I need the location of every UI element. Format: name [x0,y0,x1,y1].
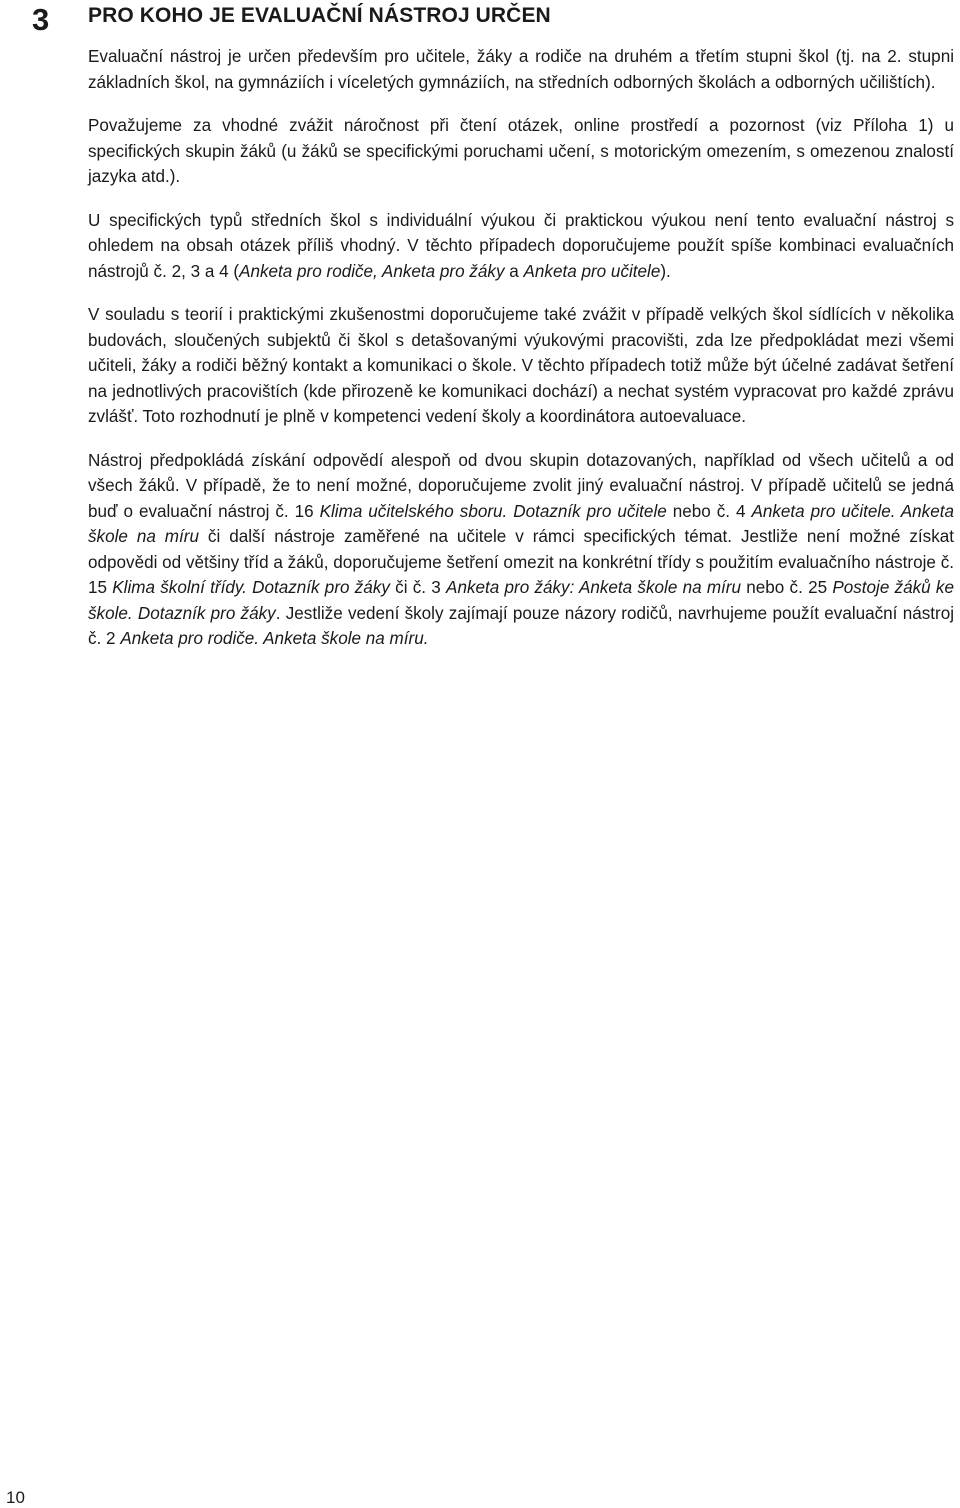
paragraph-text: . Jestliže vedení školy zajímají pouze názory rodičů, navrhujeme použít evaluační nástroj č. 2 [88,603,954,648]
paragraph-text: či č. 3 [389,578,447,597]
paragraph-text: Evaluační nástroj je určen především pro učitele, žáky a rodiče na druhém a třetím stupni škol (tj. na 2. stupni základních škol, na gymnáziích i víceletých gymnáziích, na středních odborných školách a odborných učilištích). [88,47,954,92]
italic-title-text: Anketa pro učitele [523,261,661,281]
paragraph-text: ). [660,261,671,281]
italic-title-text: Postoje žáků ke škole. Dotazník pro žáky [88,578,954,623]
paragraph-text: a [504,261,524,281]
paragraph-text: U specifických typů středních škol s individuální výukou či praktickou výukou není tento evaluační nástroj s ohledem na obsah otázek příliš vhodný. V těchto případech doporučujeme použít spíše kombinaci evaluačních nástrojů č. 2, 3 a 4 ( [88,210,954,281]
paragraph-text: Nástroj předpokládá získání odpovědí alespoň od dvou skupin dotazovaných, například od všech učitelů a od všech žáků. V případě, že to není možné, doporučujeme zvolit jiný evaluační nástroj. V případě učitelů se jedná buď o evaluační nástroj č. 16 [88,450,954,521]
chapter-title: PRO KOHO JE EVALUAČNÍ NÁSTROJ URČEN [88,4,551,27]
italic-title-text: Anketa pro učitele. Anketa škole na míru [88,501,954,546]
chapter-number: 3 [32,2,50,37]
paragraph-target-audience [88,44,954,95]
paragraph-text: či další nástroje zaměřené na učitele v rámci specifických témat. Jestliže není možné získat odpovědi od většiny tříd a žáků, doporučujeme šetření omezit na konkrétní třídy s použitím evaluačního nástroje č. 15 [88,527,954,597]
paragraph-text: Považujeme za vhodné zvážit náročnost při čtení otázek, online prostředí a pozornost (viz Příloha 1) u specifických skupin žáků (u žáků se specifickými poruchami učení, s motorickým omezením, s omezenou znalostí jazyka atd.). [88,116,954,186]
page-number: 10 [6,1488,25,1507]
paragraph-respondent-groups [88,448,954,652]
paragraph-large-schools [88,302,954,430]
italic-title-text: Klima učitelského sboru. Dotazník pro učitele [319,501,667,521]
italic-title-text: Anketa pro žáky: Anketa škole na míru [446,578,742,597]
paragraph-text: nebo č. 25 [741,578,833,597]
italic-title-text: Klima školní třídy. Dotazník pro žáky [112,578,390,597]
paragraph-specific-groups [88,113,954,190]
italic-title-text: Anketa pro rodiče, Anketa pro žáky [239,261,505,281]
paragraph-text: nebo č. 4 [666,501,752,521]
italic-title-text: Anketa pro rodiče. Anketa škole na míru. [120,629,429,648]
paragraph-text: V souladu s teorií i praktickými zkušenostmi doporučujeme také zvážit v případě velkých škol sídlících v několika budovách, sloučených subjektů či škol s detašovanými výukovými pracovišti, zda lze předpokládat mezi všemi učiteli, žáky a rodiči běžný kontakt a komunikaci o škole. V těchto případech totiž může být účelné zadávat šetření na jednotlivých pracovištích (kde přirozeně ke komunikaci dochází) a nechat systém vypracovat pro každé zprávu zvlášť. Toto rozhodnutí je plně v kompetenci vedení školy a koordinátora autoevaluace. [88,305,954,426]
paragraph-specific-schools [88,208,954,285]
body-text [88,44,954,670]
